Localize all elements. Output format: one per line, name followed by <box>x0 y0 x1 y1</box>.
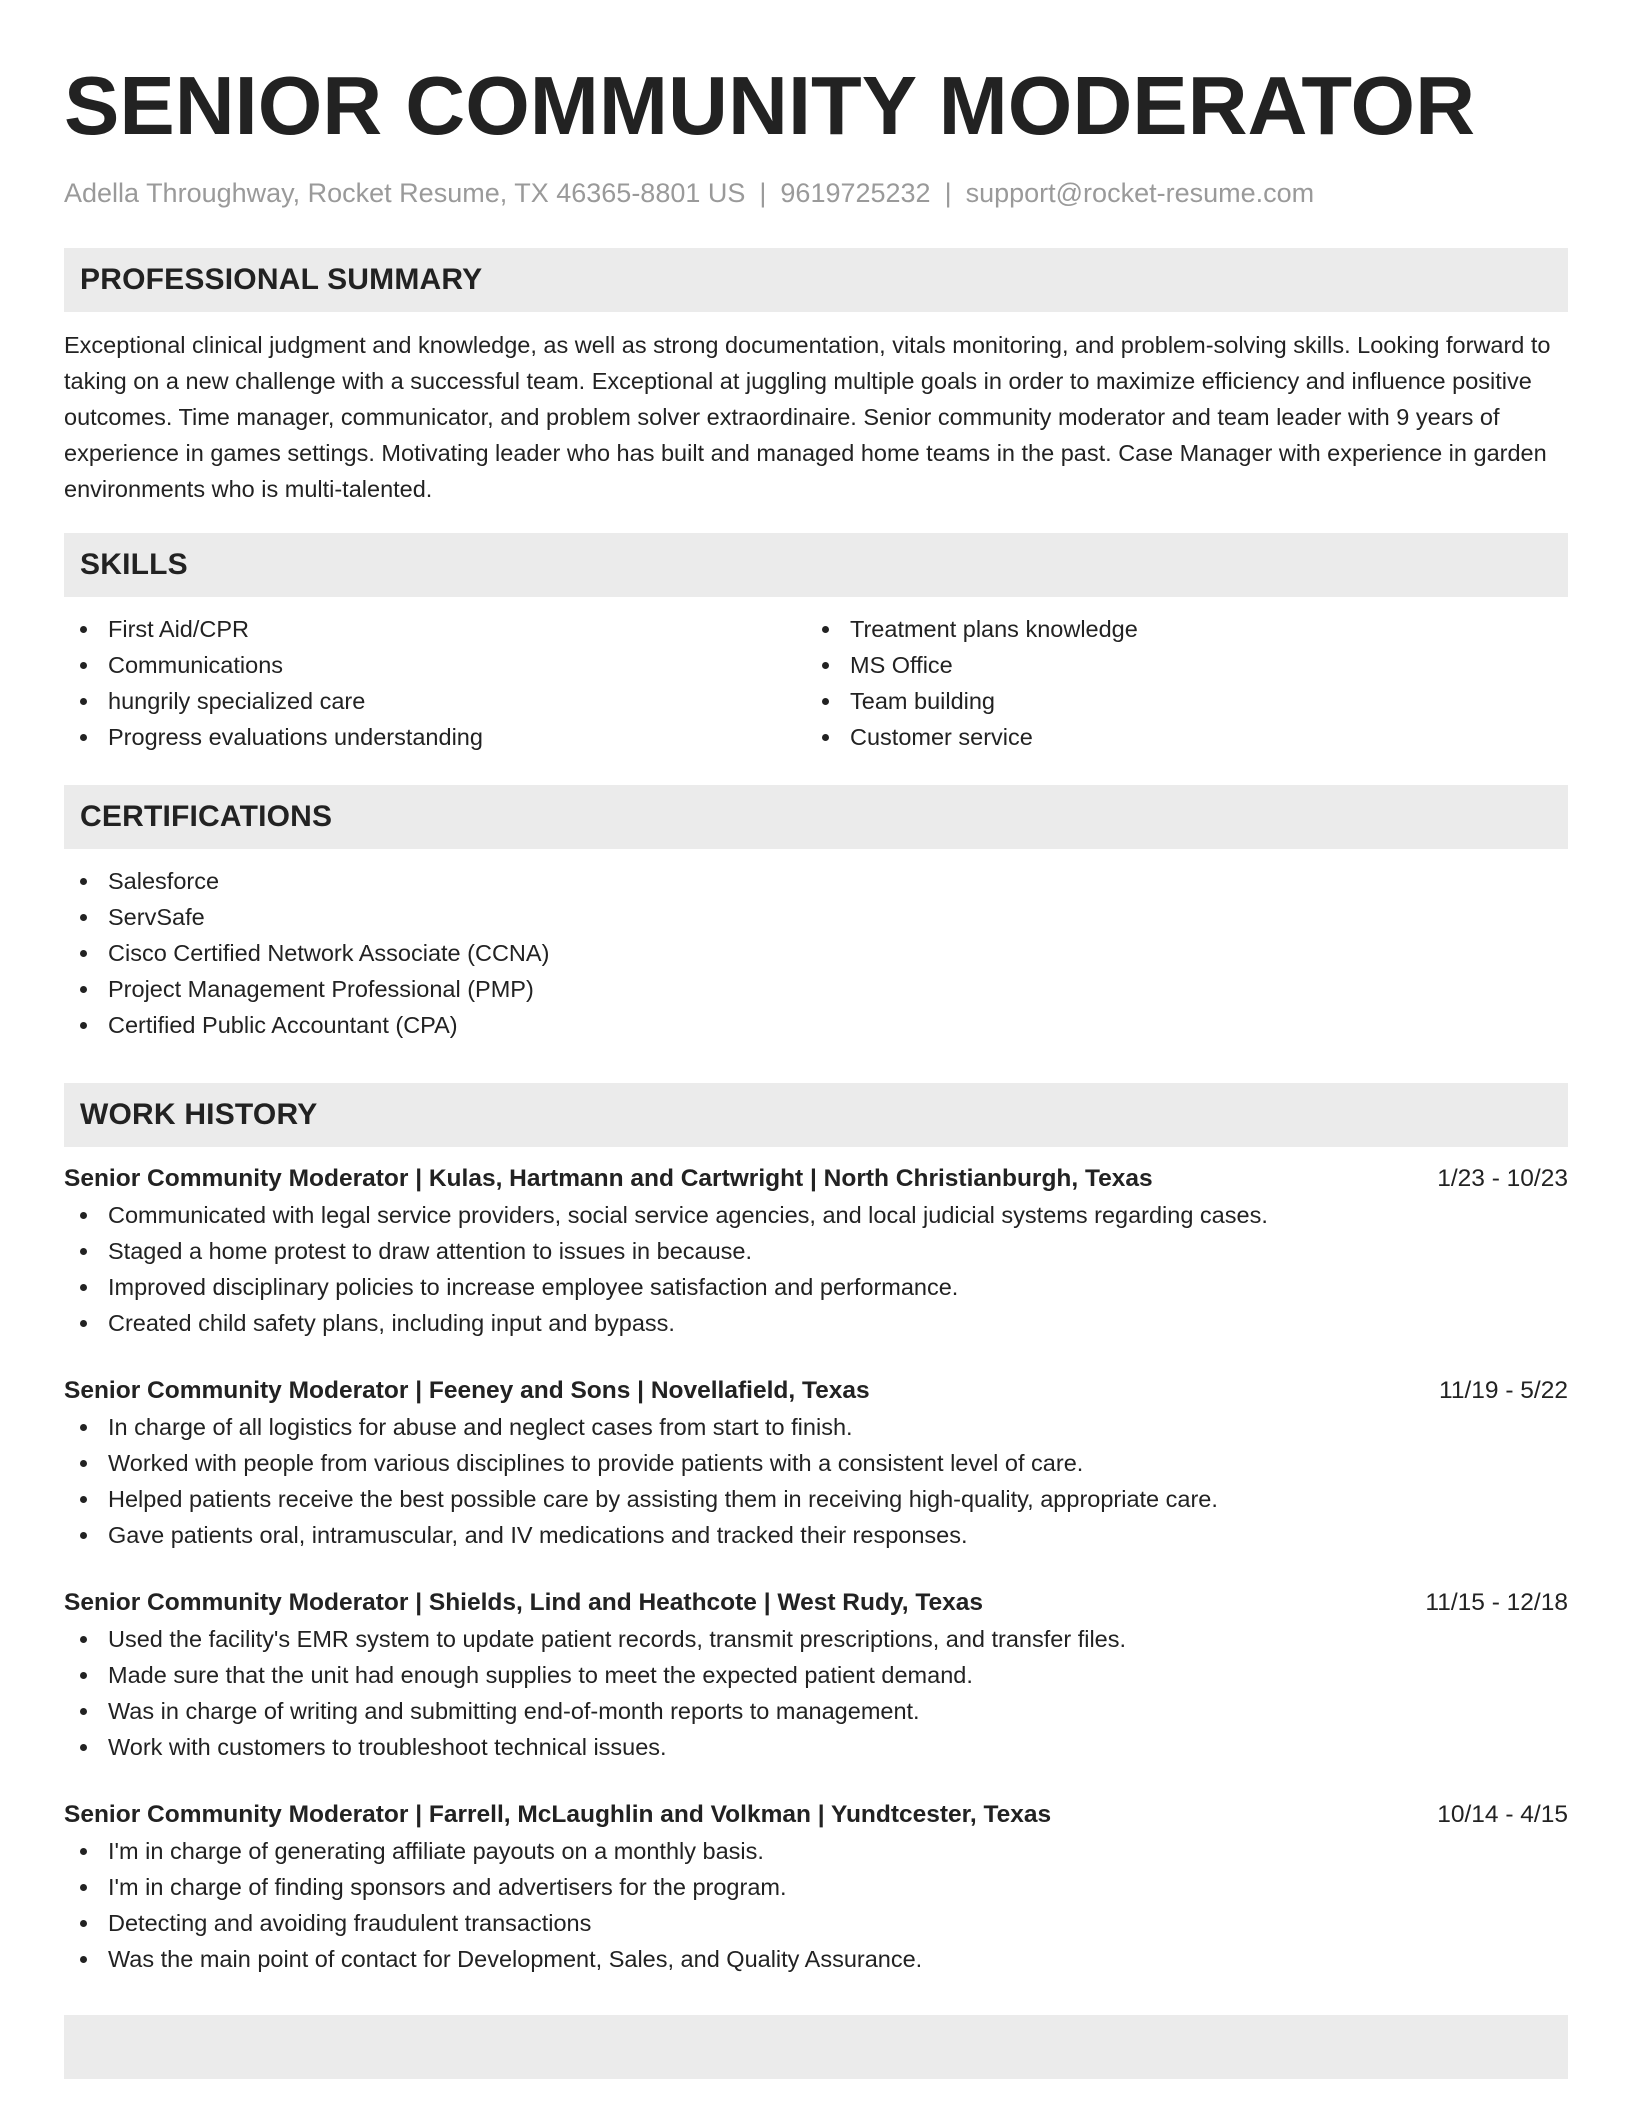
skills-grid <box>64 611 1568 755</box>
contact-email: support@rocket-resume.com <box>965 178 1315 208</box>
job-bullet: Communicated with legal service providers, social service agencies, and local judicial systems regarding cases. <box>64 1197 1568 1233</box>
skill-item: Progress evaluations understanding <box>64 719 806 755</box>
certification-item: Certified Public Accountant (CPA) <box>64 1007 1568 1043</box>
job-title: Senior Community Moderator | Farrell, McLaughlin and Volkman | Yundtcester, Texas <box>64 1801 1052 1828</box>
skills-column-right <box>806 611 1548 755</box>
skill-item: Customer service <box>806 719 1548 755</box>
job-entry <box>64 1797 1568 1977</box>
job-bullet: Detecting and avoiding fraudulent transactions <box>64 1905 1568 1941</box>
job-bullets <box>64 1833 1568 1977</box>
job-dates: 1/23 - 10/23 <box>1437 1165 1568 1192</box>
job-bullet: I'm in charge of generating affiliate payouts on a monthly basis. <box>64 1833 1568 1869</box>
job-bullet: Created child safety plans, including input and bypass. <box>64 1305 1568 1341</box>
job-title: Senior Community Moderator | Shields, Lind and Heathcote | West Rudy, Texas <box>64 1589 983 1616</box>
job-bullet: Work with customers to troubleshoot technical issues. <box>64 1729 1568 1765</box>
job-bullet: Worked with people from various disciplines to provide patients with a consistent level of care. <box>64 1445 1568 1481</box>
job-bullet: Made sure that the unit had enough supplies to meet the expected patient demand. <box>64 1657 1568 1693</box>
certifications-list <box>64 863 1568 1043</box>
skill-item: hungrily specialized care <box>64 683 806 719</box>
skill-item: First Aid/CPR <box>64 611 806 647</box>
job-bullet: I'm in charge of finding sponsors and advertisers for the program. <box>64 1869 1568 1905</box>
summary-text: Exceptional clinical judgment and knowledge, as well as strong documentation, vitals monitoring, and problem-solving skills. Looking forward to taking on a new challenge with a successful team. Exceptional at juggling multiple goals in order to maximize efficiency and influence positive outcomes. Time manager, communicator, and problem solver extraordinaire. Senior community moderator and team leader with 9 years of experience in games settings. Motivating leader who has built and managed home teams in the past. Case Manager with experience in garden environments who is multi-talented. <box>64 332 1551 502</box>
section-heading-summary: PROFESSIONAL SUMMARY <box>64 248 1568 312</box>
job-bullets <box>64 1409 1568 1553</box>
contact-separator: | <box>759 178 767 208</box>
job-bullet: Gave patients oral, intramuscular, and IV medications and tracked their responses. <box>64 1517 1568 1553</box>
section-heading-certifications: CERTIFICATIONS <box>64 785 1568 849</box>
job-bullet: Staged a home protest to draw attention to issues in because. <box>64 1233 1568 1269</box>
next-section-heading-band <box>64 2015 1568 2079</box>
job-bullet: Improved disciplinary policies to increase employee satisfaction and performance. <box>64 1269 1568 1305</box>
job-dates: 10/14 - 4/15 <box>1437 1801 1568 1828</box>
contact-address: Adella Throughway, Rocket Resume, TX 46365-8801 US <box>64 178 746 208</box>
job-header <box>64 1585 1568 1621</box>
job-bullet: Used the facility's EMR system to update patient records, transmit prescriptions, and transfer files. <box>64 1621 1568 1657</box>
job-header <box>64 1797 1568 1833</box>
job-dates: 11/19 - 5/22 <box>1439 1377 1568 1404</box>
contact-separator: | <box>944 178 952 208</box>
certification-item: Cisco Certified Network Associate (CCNA) <box>64 935 1568 971</box>
certification-item: ServSafe <box>64 899 1568 935</box>
job-header <box>64 1161 1568 1197</box>
job-header <box>64 1373 1568 1409</box>
skill-item: Team building <box>806 683 1548 719</box>
job-title: Senior Community Moderator | Feeney and Sons | Novellafield, Texas <box>64 1377 870 1404</box>
job-bullets <box>64 1621 1568 1765</box>
job-bullets <box>64 1197 1568 1341</box>
job-entry <box>64 1585 1568 1765</box>
section-heading-skills: SKILLS <box>64 533 1568 597</box>
job-bullet: Helped patients receive the best possible care by assisting them in receiving high-quality, appropriate care. <box>64 1481 1568 1517</box>
skill-item: MS Office <box>806 647 1548 683</box>
certification-item: Project Management Professional (PMP) <box>64 971 1568 1007</box>
section-heading-work-history: WORK HISTORY <box>64 1083 1568 1147</box>
job-entry <box>64 1373 1568 1553</box>
job-bullet: In charge of all logistics for abuse and neglect cases from start to finish. <box>64 1409 1568 1445</box>
certification-item: Salesforce <box>64 863 1568 899</box>
job-dates: 11/15 - 12/18 <box>1425 1589 1568 1616</box>
job-entry <box>64 1161 1568 1341</box>
job-bullet: Was the main point of contact for Development, Sales, and Quality Assurance. <box>64 1941 1568 1977</box>
skill-item: Communications <box>64 647 806 683</box>
contact-line <box>64 176 1568 210</box>
job-title: Senior Community Moderator | Kulas, Hartmann and Cartwright | North Christianburgh, Texas <box>64 1165 1153 1192</box>
job-bullet: Was in charge of writing and submitting end-of-month reports to management. <box>64 1693 1568 1729</box>
skill-item: Treatment plans knowledge <box>806 611 1548 647</box>
skills-column-left <box>64 611 806 755</box>
contact-phone: 9619725232 <box>780 178 931 208</box>
resume-title: SENIOR COMMUNITY MODERATOR <box>64 59 1476 152</box>
